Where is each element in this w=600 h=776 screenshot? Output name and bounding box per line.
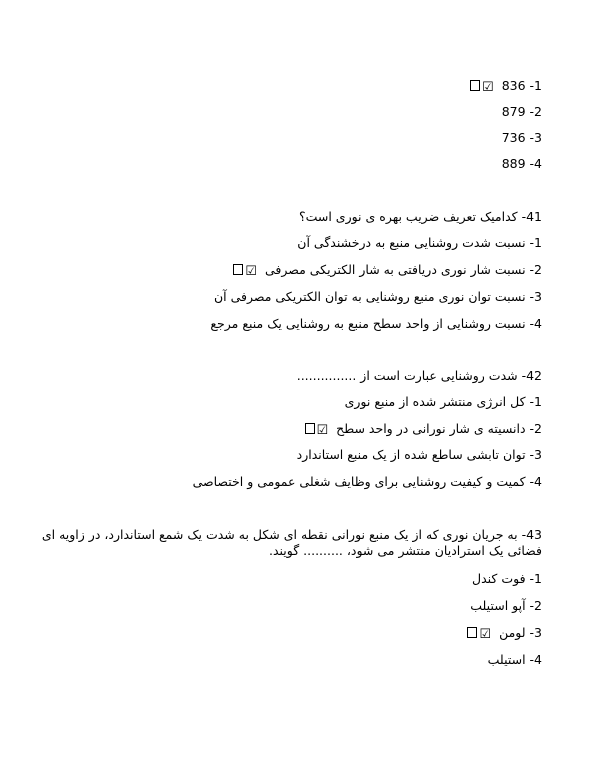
empty-checkbox-icon <box>305 423 315 434</box>
option-text: 4- 889 <box>501 156 542 171</box>
option-text: 3- نسبت توان نوری منبع روشنایی به توان الکتریکی مصرفی آن <box>213 289 542 304</box>
checked-box-icon: ☑ <box>316 423 329 438</box>
q43-option-1 <box>40 571 542 587</box>
q42-option-4 <box>40 474 542 490</box>
q41-option-1 <box>40 235 542 251</box>
empty-checkbox-icon <box>233 264 243 275</box>
option-text: 3- لومن <box>499 625 542 640</box>
option-text: 2- آپو استیلب <box>470 598 542 613</box>
option-text: 1- نسبت شدت روشنایی منبع به درخشندگی آن <box>297 235 542 250</box>
q41-question <box>40 209 542 225</box>
option-text: 4- استیلب <box>487 652 542 667</box>
option-text: 1- 836 <box>501 78 542 93</box>
empty-checkbox-icon <box>467 627 477 638</box>
q41-option-3 <box>40 289 542 305</box>
option-text: 3- توان تابشی ساطع شده از یک منبع استاندارد <box>296 447 542 462</box>
q42-option-1 <box>40 394 542 410</box>
q41-option-2 <box>40 262 542 280</box>
checked-box-icon: ☑ <box>479 627 492 642</box>
q40-option-1 <box>40 78 542 96</box>
option-text: 4- کمیت و کیفیت روشنایی برای وظایف شغلی عمومی و اختصاصی <box>192 474 542 489</box>
option-text: 2- 879 <box>501 104 542 119</box>
option-text: 2- نسبت شار نوری دریافتی به شار الکتریکی مصرفی <box>264 262 542 277</box>
question-text: 42- شدت روشنایی عبارت است از ............... <box>296 368 542 383</box>
q40-option-3 <box>40 130 542 146</box>
q43-option-2 <box>40 598 542 614</box>
q40-option-2 <box>40 104 542 120</box>
option-text: 1- فوت کندل <box>472 571 542 586</box>
option-text: 1- کل انرژی منتشر شده از منبع نوری <box>344 394 542 409</box>
question-text: 43- به جریان نوری که از یک منبع نورانی نقطه ای شکل به شدت یک شمع استاندارد، در زاویه ای فضائی یک استرادیان منتشر می شود، .......... گویند. <box>41 527 542 558</box>
q43-option-4 <box>40 652 542 668</box>
q42-option-2 <box>40 421 542 439</box>
empty-checkbox-icon <box>470 80 480 91</box>
q42-option-3 <box>40 447 542 463</box>
checked-box-icon: ☑ <box>245 264 257 279</box>
q42-question <box>40 368 542 384</box>
q43-question <box>40 527 542 559</box>
option-text: 4- نسبت روشنایی از واحد سطح منبع به روشنایی یک منبع مرجع <box>210 316 542 331</box>
option-text: 2- دانسیته ی شار نورانی در واحد سطح <box>336 421 542 436</box>
q40-option-4 <box>40 156 542 172</box>
checked-box-icon: ☑ <box>482 80 494 95</box>
option-text: 3- 736 <box>501 130 542 145</box>
q43-option-3 <box>40 625 542 643</box>
q41-option-4 <box>40 316 542 332</box>
question-text: 41- کدامیک تعریف ضریب بهره ی نوری است؟ <box>298 209 542 224</box>
